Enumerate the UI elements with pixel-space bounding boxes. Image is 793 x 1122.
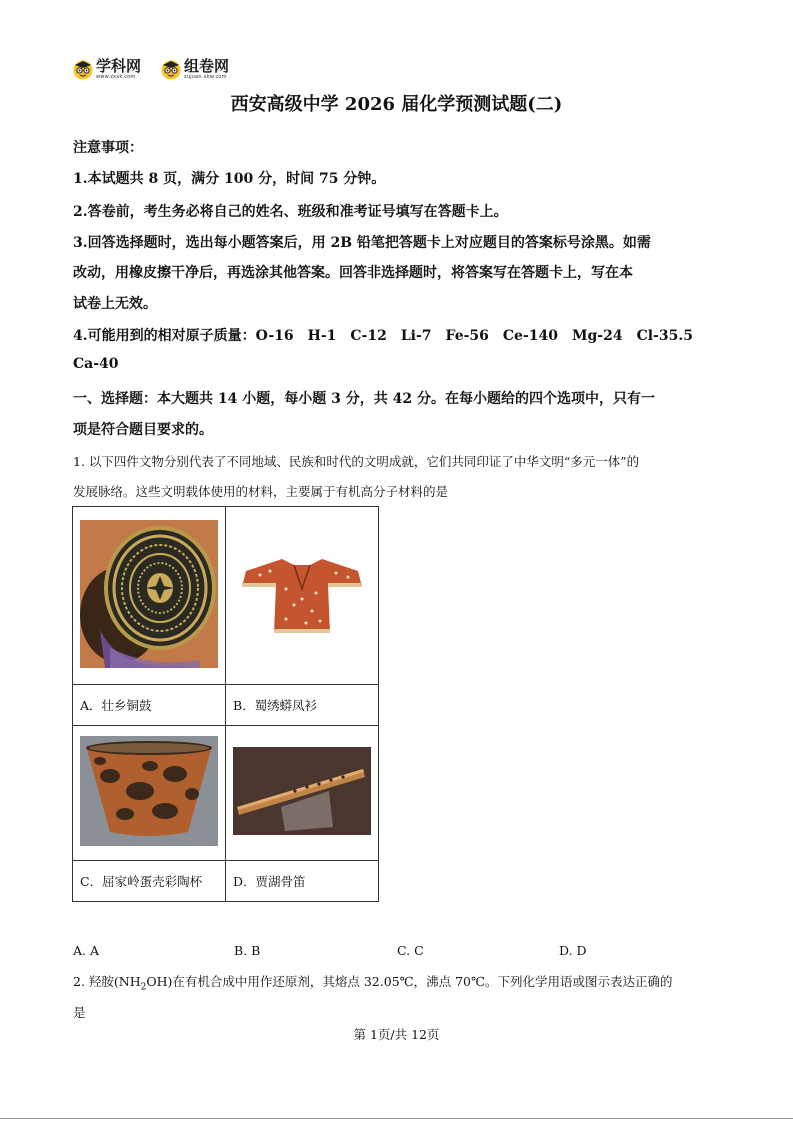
q2-stem-line-2: 是	[73, 1005, 86, 1020]
q1-stem-line-1: 1. 以下四件文物分别代表了不同地域、民族和时代的文明成就，它们共同印证了中华文明“多元一体”的	[73, 454, 640, 469]
notice-line-3-cont: 改动，用橡皮擦干净后，再选涂其他答案。回答非选择题时，将答案写在答题卡上，写在本	[73, 265, 633, 281]
q2-stem-sub: 2	[140, 982, 147, 993]
q1-image-cell-b	[226, 507, 379, 685]
embroidered-robe-image	[236, 549, 368, 639]
q2-stem-pre: 2. 羟胺(NH	[73, 974, 141, 989]
page-footer: 第 1页/共 12页	[353, 1027, 440, 1042]
notice-line-1: 1.本试题共 8 页，满分 100 分，时间 75 分钟。	[73, 171, 386, 187]
zujuan-logo-url: zujuan.xkw.com	[184, 74, 227, 80]
q2-stem-post: OH)在有机合成中用作还原剂，其熔点 32.05℃，沸点 70℃。下列化学用语或图示表达正确的	[146, 974, 673, 989]
notice-line-4-cont: Ca-40	[73, 356, 119, 372]
bronze-drum-image	[80, 520, 218, 668]
q1-image-table	[72, 506, 379, 902]
notice-line-2: 2.答卷前，考生务必将自己的姓名、班级和准考证号填写在答题卡上。	[73, 204, 508, 220]
q1-image-cell-d	[226, 726, 379, 861]
xueke-logo-url: www.zxxk.com	[96, 74, 136, 80]
q1-choice-a[interactable]: A. A	[73, 943, 100, 958]
q1-option-label-b: B．蜀绣蟒凤衫	[226, 685, 379, 726]
notice-line-3: 3.回答选择题时，选出每小题答案后，用 2B 铅笔把答题卡上对应题目的答案标号涂黑。如需	[73, 235, 651, 251]
notice-heading: 注意事项：	[73, 140, 143, 156]
xueke-logo-icon	[72, 58, 94, 80]
pottery-cup-image	[80, 736, 218, 846]
q1-image-cell-a	[73, 507, 226, 685]
section-heading-line-1: 一、选择题：本大题共 14 小题，每小题 3 分，共 42 分。在每小题给的四个选项中，只有一	[73, 391, 655, 407]
q1-stem-line-2: 发展脉络。这些文明载体使用的材料，主要属于有机高分子材料的是	[73, 484, 449, 499]
q1-choice-c[interactable]: C. C	[397, 943, 424, 958]
page-title: 西安高级中学 2026 届化学预测试题(二)	[230, 94, 563, 115]
q1-image-cell-c	[73, 726, 226, 861]
q1-option-label-c: C．屈家岭蛋壳彩陶杯	[73, 861, 226, 902]
bone-flute-image	[233, 747, 371, 835]
notice-line-3-end: 试卷上无效。	[73, 296, 157, 312]
xueke-logo	[72, 58, 141, 80]
bottom-divider	[0, 1118, 793, 1119]
q1-choice-b[interactable]: B. B	[234, 943, 261, 958]
q1-choice-d[interactable]: D. D	[559, 943, 587, 958]
zujuan-logo	[160, 58, 229, 80]
q2-stem-line-1	[73, 972, 673, 993]
section-heading-line-2: 项是符合题目要求的。	[73, 422, 213, 438]
q1-option-label-d: D．贾湖骨笛	[226, 861, 379, 902]
xueke-logo-name: 学科网	[96, 57, 142, 75]
notice-line-4: 4.可能用到的相对原子质量：O-16 H-1 C-12 Li-7 Fe-56 Ce-140 Mg-24 Cl-35.5	[73, 328, 693, 344]
zujuan-logo-icon	[160, 58, 182, 80]
zujuan-logo-name: 组卷网	[184, 57, 230, 75]
q1-option-label-a: A．壮乡铜鼓	[73, 685, 226, 726]
